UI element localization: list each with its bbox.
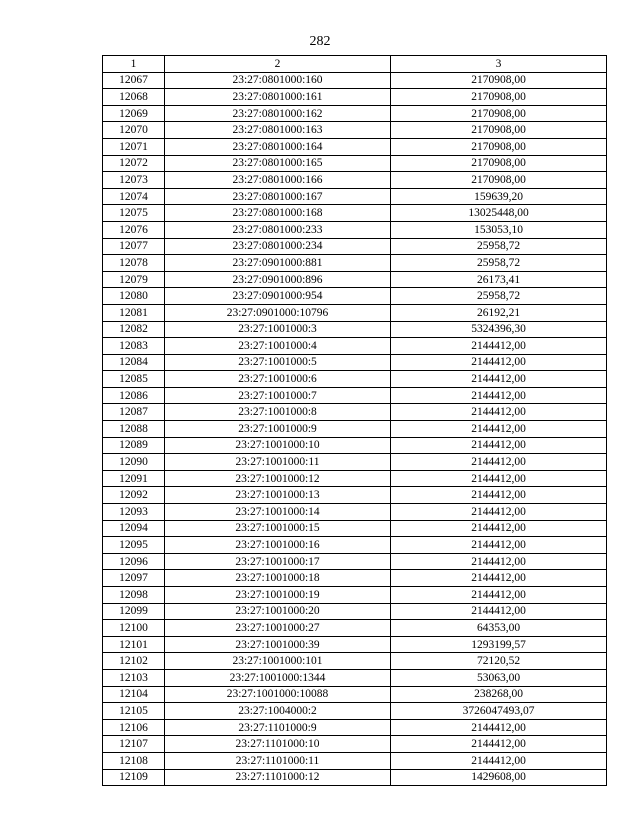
- table-row: [103, 255, 607, 272]
- cadastral-value-cell: 2144412,00: [391, 454, 607, 471]
- table-row: [103, 570, 607, 587]
- row-number-cell: 12098: [103, 587, 165, 604]
- row-number-cell: 12079: [103, 271, 165, 288]
- cadastral-value-cell: 2170908,00: [391, 155, 607, 172]
- cadastral-number-cell: 23:27:1001000:8: [165, 404, 391, 421]
- cadastral-value-cell: 53063,00: [391, 669, 607, 686]
- row-number-cell: 12107: [103, 736, 165, 753]
- cadastral-value-cell: 2144412,00: [391, 603, 607, 620]
- table-row: [103, 172, 607, 189]
- cadastral-value-cell: 3726047493,07: [391, 703, 607, 720]
- cadastral-number-cell: 23:27:1001000:17: [165, 553, 391, 570]
- cadastral-value-cell: 2170908,00: [391, 122, 607, 139]
- table-row: [103, 404, 607, 421]
- table-row: [103, 620, 607, 637]
- cadastral-value-cell: 25958,72: [391, 288, 607, 305]
- row-number-cell: 12099: [103, 603, 165, 620]
- row-number-cell: 12093: [103, 504, 165, 521]
- cadastral-value-cell: 2144412,00: [391, 371, 607, 388]
- cadastral-value-cell: 72120,52: [391, 653, 607, 670]
- column-header-3: 3: [391, 56, 607, 73]
- row-number-cell: 12106: [103, 719, 165, 736]
- row-number-cell: 12096: [103, 553, 165, 570]
- cadastral-number-cell: 23:27:1001000:10: [165, 437, 391, 454]
- cadastral-value-cell: 26192,21: [391, 304, 607, 321]
- table-row: [103, 271, 607, 288]
- cadastral-number-cell: 23:27:1101000:12: [165, 769, 391, 786]
- cadastral-number-cell: 23:27:1001000:101: [165, 653, 391, 670]
- row-number-cell: 12101: [103, 636, 165, 653]
- row-number-cell: 12089: [103, 437, 165, 454]
- row-number-cell: 12083: [103, 338, 165, 355]
- row-number-cell: 12109: [103, 769, 165, 786]
- cadastral-value-cell: 5324396,30: [391, 321, 607, 338]
- table-row: [103, 736, 607, 753]
- cadastral-number-cell: 23:27:1001000:20: [165, 603, 391, 620]
- cadastral-number-cell: 23:27:0801000:165: [165, 155, 391, 172]
- table-row: [103, 89, 607, 106]
- page-number: 282: [309, 34, 331, 49]
- cadastral-number-cell: 23:27:1001000:13: [165, 487, 391, 504]
- cadastral-number-cell: 23:27:1001000:7: [165, 387, 391, 404]
- cadastral-value-cell: 2144412,00: [391, 719, 607, 736]
- cadastral-number-cell: 23:27:1001000:5: [165, 354, 391, 371]
- row-number-cell: 12097: [103, 570, 165, 587]
- cadastral-value-cell: 2144412,00: [391, 470, 607, 487]
- table-row: [103, 719, 607, 736]
- cadastral-value-cell: 2170908,00: [391, 89, 607, 106]
- row-number-cell: 12094: [103, 520, 165, 537]
- cadastral-value-cell: 2144412,00: [391, 421, 607, 438]
- cadastral-number-cell: 23:27:1001000:9: [165, 421, 391, 438]
- table-row: [103, 155, 607, 172]
- cadastral-number-cell: 23:27:1001000:1344: [165, 669, 391, 686]
- table-row: [103, 221, 607, 238]
- row-number-cell: 12067: [103, 72, 165, 89]
- table-row: [103, 205, 607, 222]
- row-number-cell: 12080: [103, 288, 165, 305]
- row-number-cell: 12069: [103, 105, 165, 122]
- row-number-cell: 12091: [103, 470, 165, 487]
- cadastral-value-cell: 2170908,00: [391, 72, 607, 89]
- row-number-cell: 12092: [103, 487, 165, 504]
- table-row: [103, 304, 607, 321]
- cadastral-value-cell: 2144412,00: [391, 553, 607, 570]
- cadastral-value-cell: 26173,41: [391, 271, 607, 288]
- table-row: [103, 321, 607, 338]
- table-row: [103, 752, 607, 769]
- row-number-cell: 12082: [103, 321, 165, 338]
- cadastral-value-cell: 2144412,00: [391, 570, 607, 587]
- table-row: [103, 105, 607, 122]
- cadastral-value-cell: 238268,00: [391, 686, 607, 703]
- table-row: [103, 487, 607, 504]
- cadastral-number-cell: 23:27:1101000:11: [165, 752, 391, 769]
- cadastral-value-cell: 1429608,00: [391, 769, 607, 786]
- cadastral-number-cell: 23:27:0801000:167: [165, 188, 391, 205]
- row-number-cell: 12087: [103, 404, 165, 421]
- row-number-cell: 12090: [103, 454, 165, 471]
- cadastral-number-cell: 23:27:1001000:14: [165, 504, 391, 521]
- cadastral-number-cell: 23:27:0801000:161: [165, 89, 391, 106]
- table-row: [103, 188, 607, 205]
- row-number-cell: 12072: [103, 155, 165, 172]
- cadastral-value-cell: 2144412,00: [391, 487, 607, 504]
- row-number-cell: 12100: [103, 620, 165, 637]
- cadastral-number-cell: 23:27:1101000:10: [165, 736, 391, 753]
- cadastral-value-cell: 2170908,00: [391, 138, 607, 155]
- cadastral-number-cell: 23:27:0801000:163: [165, 122, 391, 139]
- cadastral-value-cell: 25958,72: [391, 238, 607, 255]
- cadastral-value-cell: 2144412,00: [391, 520, 607, 537]
- row-number-cell: 12108: [103, 752, 165, 769]
- cadastral-value-cell: 159639,20: [391, 188, 607, 205]
- cadastral-number-cell: 23:27:0901000:881: [165, 255, 391, 272]
- cadastral-number-cell: 23:27:1001000:18: [165, 570, 391, 587]
- row-number-cell: 12070: [103, 122, 165, 139]
- cadastral-number-cell: 23:27:0801000:160: [165, 72, 391, 89]
- cadastral-number-cell: 23:27:1001000:4: [165, 338, 391, 355]
- table-row: [103, 669, 607, 686]
- table-row: [103, 437, 607, 454]
- cadastral-value-cell: 2144412,00: [391, 752, 607, 769]
- table-row: [103, 338, 607, 355]
- cadastral-number-cell: 23:27:1004000:2: [165, 703, 391, 720]
- table-row: [103, 454, 607, 471]
- cadastral-value-cell: 1293199,57: [391, 636, 607, 653]
- table-row: [103, 520, 607, 537]
- table-header-row: [103, 56, 607, 73]
- cadastral-number-cell: 23:27:0901000:954: [165, 288, 391, 305]
- cadastral-number-cell: 23:27:1001000:3: [165, 321, 391, 338]
- cadastral-value-cell: 2144412,00: [391, 404, 607, 421]
- table-row: [103, 636, 607, 653]
- row-number-cell: 12084: [103, 354, 165, 371]
- cadastral-value-cell: 2144412,00: [391, 537, 607, 554]
- row-number-cell: 12105: [103, 703, 165, 720]
- table-row: [103, 138, 607, 155]
- cadastral-number-cell: 23:27:1001000:12: [165, 470, 391, 487]
- table-row: [103, 553, 607, 570]
- table-row: [103, 504, 607, 521]
- cadastral-value-cell: 2144412,00: [391, 338, 607, 355]
- cadastral-number-cell: 23:27:0801000:168: [165, 205, 391, 222]
- row-number-cell: 12088: [103, 421, 165, 438]
- cadastral-number-cell: 23:27:1001000:39: [165, 636, 391, 653]
- cadastral-value-cell: 2144412,00: [391, 354, 607, 371]
- table-row: [103, 653, 607, 670]
- table-row: [103, 587, 607, 604]
- row-number-cell: 12095: [103, 537, 165, 554]
- cadastral-number-cell: 23:27:1001000:19: [165, 587, 391, 604]
- cadastral-number-cell: 23:27:1001000:15: [165, 520, 391, 537]
- column-header-1: 1: [103, 56, 165, 73]
- cadastral-value-cell: 2144412,00: [391, 736, 607, 753]
- table-row: [103, 421, 607, 438]
- table-row: [103, 354, 607, 371]
- cadastral-number-cell: 23:27:1001000:10088: [165, 686, 391, 703]
- cadastral-value-cell: 2144412,00: [391, 587, 607, 604]
- row-number-cell: 12103: [103, 669, 165, 686]
- cadastral-value-cell: 2144412,00: [391, 504, 607, 521]
- cadastral-number-cell: 23:27:0801000:162: [165, 105, 391, 122]
- row-number-cell: 12104: [103, 686, 165, 703]
- table-row: [103, 371, 607, 388]
- cadastral-number-cell: 23:27:0901000:10796: [165, 304, 391, 321]
- cadastral-number-cell: 23:27:0801000:234: [165, 238, 391, 255]
- table-row: [103, 686, 607, 703]
- table-row: [103, 537, 607, 554]
- cadastral-value-cell: 153053,10: [391, 221, 607, 238]
- cadastral-number-cell: 23:27:1001000:6: [165, 371, 391, 388]
- cadastral-value-cell: 2144412,00: [391, 387, 607, 404]
- cadastral-number-cell: 23:27:1001000:16: [165, 537, 391, 554]
- cadastral-value-cell: 13025448,00: [391, 205, 607, 222]
- table-row: [103, 769, 607, 786]
- row-number-cell: 12068: [103, 89, 165, 106]
- table-row: [103, 122, 607, 139]
- row-number-cell: 12071: [103, 138, 165, 155]
- row-number-cell: 12073: [103, 172, 165, 189]
- cadastral-number-cell: 23:27:1001000:11: [165, 454, 391, 471]
- cadastral-number-cell: 23:27:0901000:896: [165, 271, 391, 288]
- cadastral-value-cell: 2170908,00: [391, 105, 607, 122]
- table-row: [103, 470, 607, 487]
- cadastral-number-cell: 23:27:0801000:164: [165, 138, 391, 155]
- row-number-cell: 12086: [103, 387, 165, 404]
- cadastral-value-cell: 25958,72: [391, 255, 607, 272]
- cadastral-value-table: [102, 55, 607, 786]
- row-number-cell: 12081: [103, 304, 165, 321]
- table-body: [103, 56, 607, 786]
- table-row: [103, 72, 607, 89]
- cadastral-value-cell: 2144412,00: [391, 437, 607, 454]
- cadastral-number-cell: 23:27:1001000:27: [165, 620, 391, 637]
- cadastral-number-cell: 23:27:0801000:233: [165, 221, 391, 238]
- table-row: [103, 603, 607, 620]
- row-number-cell: 12076: [103, 221, 165, 238]
- row-number-cell: 12077: [103, 238, 165, 255]
- table-row: [103, 238, 607, 255]
- row-number-cell: 12085: [103, 371, 165, 388]
- row-number-cell: 12102: [103, 653, 165, 670]
- row-number-cell: 12078: [103, 255, 165, 272]
- cadastral-value-cell: 64353,00: [391, 620, 607, 637]
- table-row: [103, 387, 607, 404]
- table-row: [103, 703, 607, 720]
- column-header-2: 2: [165, 56, 391, 73]
- row-number-cell: 12075: [103, 205, 165, 222]
- cadastral-number-cell: 23:27:0801000:166: [165, 172, 391, 189]
- row-number-cell: 12074: [103, 188, 165, 205]
- cadastral-value-cell: 2170908,00: [391, 172, 607, 189]
- table-row: [103, 288, 607, 305]
- cadastral-number-cell: 23:27:1101000:9: [165, 719, 391, 736]
